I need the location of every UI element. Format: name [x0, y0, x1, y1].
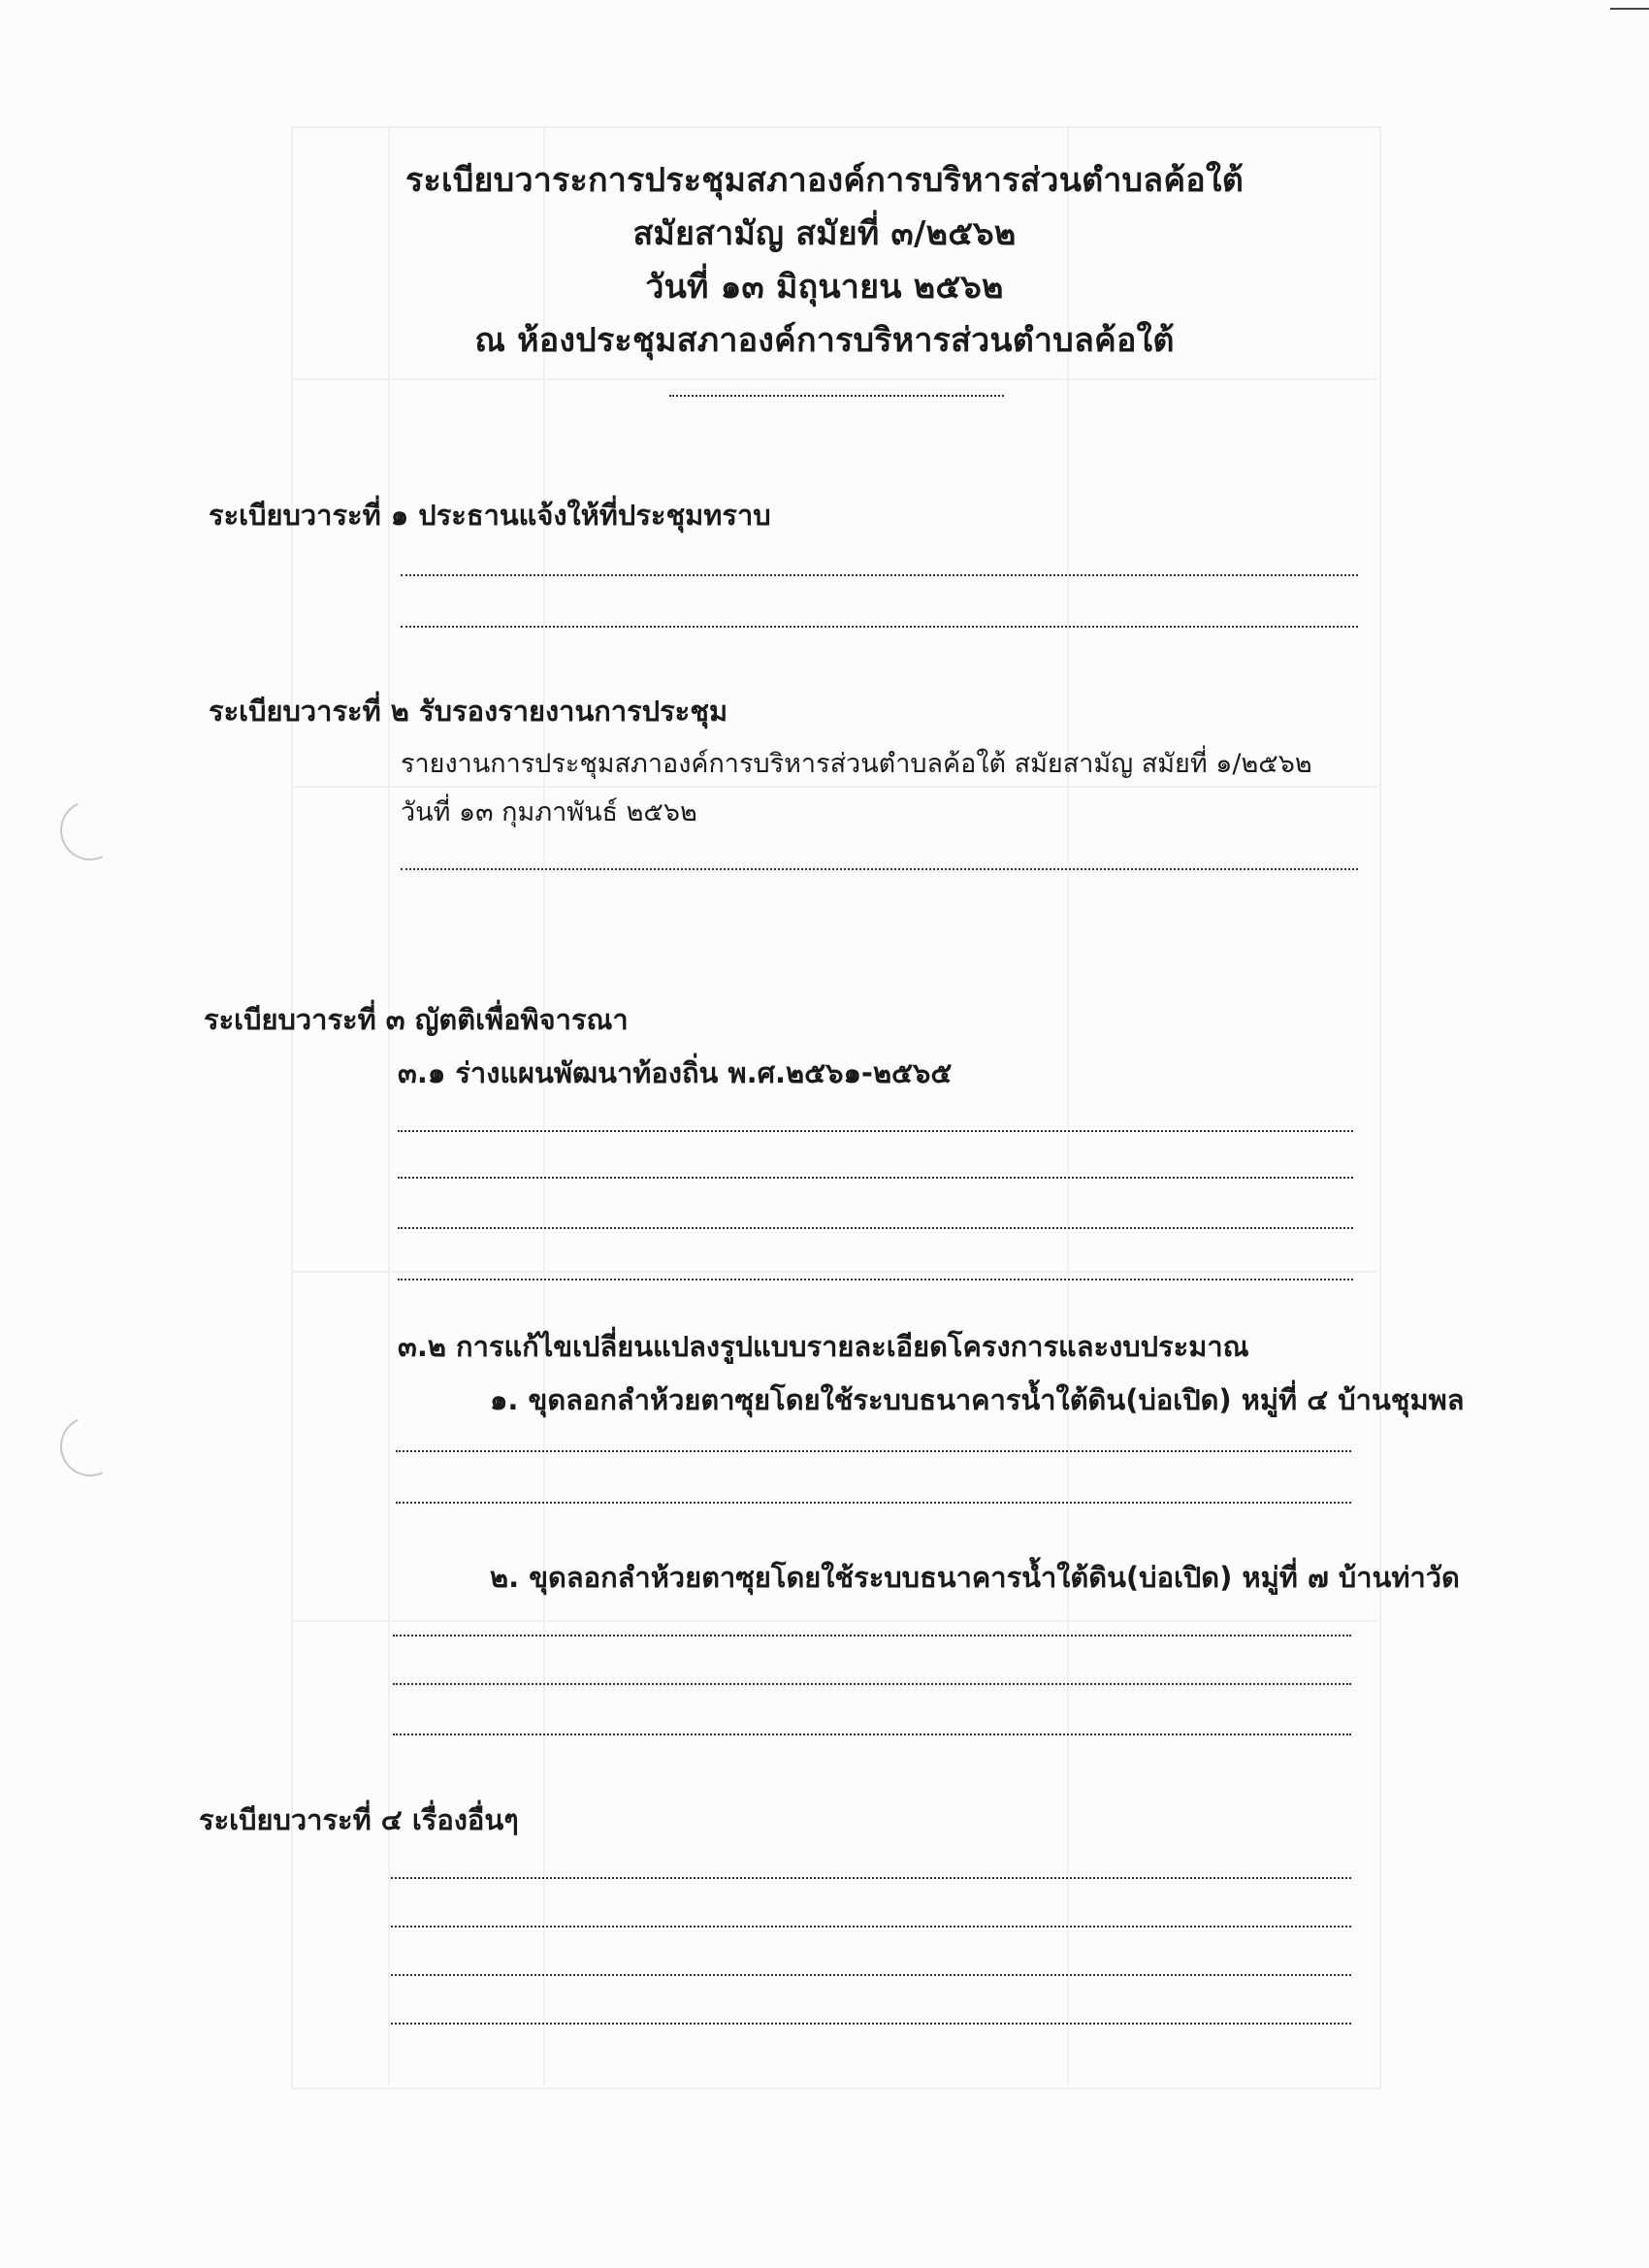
agenda-item-1-heading: ระเบียบวาระที่ ๑ ประธานแจ้งให้ที่ประชุมทราบ [209, 499, 771, 532]
blank-line [393, 1635, 1351, 1636]
punch-hole-top [51, 792, 128, 868]
bleed-through-line [291, 786, 1377, 788]
bleed-through-line [1067, 126, 1069, 2086]
bleed-through-table [291, 126, 1381, 2090]
blank-line [391, 1926, 1351, 1928]
bleed-through-line [388, 126, 390, 2086]
agenda-item-3-2-project-2: ๒. ขุดลอกลำห้วยตาซุยโดยใช้ระบบธนาคารน้ำใต้ดิน(บ่อเปิด) หมู่ที่ ๗ บ้านท่าวัด [490, 1561, 1460, 1594]
agenda-item-2-detail: รายงานการประชุมสภาองค์การบริหารส่วนตำบลค้อใต้ สมัยสามัญ สมัยที่ ๑/๒๕๖๒ [401, 749, 1312, 779]
agenda-item-3-heading: ระเบียบวาระที่ ๓ ญัตติเพื่อพิจารณา [204, 1003, 629, 1036]
blank-line [398, 1227, 1353, 1229]
agenda-item-3-2: ๓.๒ การแก้ไขเปลี่ยนแปลงรูปแบบรายละเอียดโครงการและงบประมาณ [398, 1330, 1249, 1363]
agenda-item-2-heading: ระเบียบวาระที่ ๒ รับรองรายงานการประชุม [209, 695, 728, 728]
blank-line [391, 1877, 1351, 1879]
document-title: ระเบียบวาระการประชุมสภาองค์การบริหารส่วนตำบลค้อใต้ [405, 161, 1244, 200]
blank-line [393, 1733, 1351, 1735]
blank-line [393, 1683, 1351, 1685]
agenda-item-2-date: วันที่ ๑๓ กุมภาพันธ์ ๒๕๖๒ [401, 797, 697, 827]
agenda-item-3-2-project-1: ๑. ขุดลอกลำห้วยตาซุยโดยใช้ระบบธนาคารน้ำใต้ดิน(บ่อเปิด) หมู่ที่ ๔ บ้านชุมพล [490, 1383, 1465, 1416]
blank-line [396, 1450, 1351, 1452]
blank-line [401, 626, 1358, 628]
blank-line [398, 1279, 1353, 1280]
agenda-item-4-heading: ระเบียบวาระที่ ๔ เรื่องอื่นๆ [199, 1803, 519, 1836]
header-underline [669, 395, 1004, 397]
blank-line [401, 868, 1358, 870]
blank-line [391, 2023, 1351, 2025]
blank-line [396, 1502, 1351, 1504]
scan-corner-mark [1610, 8, 1649, 10]
punch-hole-bottom [51, 1408, 128, 1484]
date-line: วันที่ ๑๓ มิถุนายน ๒๕๖๒ [645, 268, 1004, 307]
blank-line [398, 1177, 1353, 1179]
bleed-through-line [291, 1271, 1377, 1273]
blank-line [391, 1974, 1351, 1976]
session-line: สมัยสามัญ สมัยที่ ๓/๒๕๖๒ [632, 214, 1017, 253]
bleed-through-line [291, 1620, 1377, 1622]
agenda-item-3-1: ๓.๑ ร่างแผนพัฒนาท้องถิ่น พ.ศ.๒๕๖๑-๒๕๖๕ [398, 1056, 953, 1089]
venue-line: ณ ห้องประชุมสภาองค์การบริหารส่วนตำบลค้อใต้ [474, 321, 1175, 360]
bleed-through-line [543, 126, 545, 2086]
blank-line [401, 574, 1358, 576]
blank-line [398, 1130, 1353, 1132]
bleed-through-line [291, 378, 1377, 380]
